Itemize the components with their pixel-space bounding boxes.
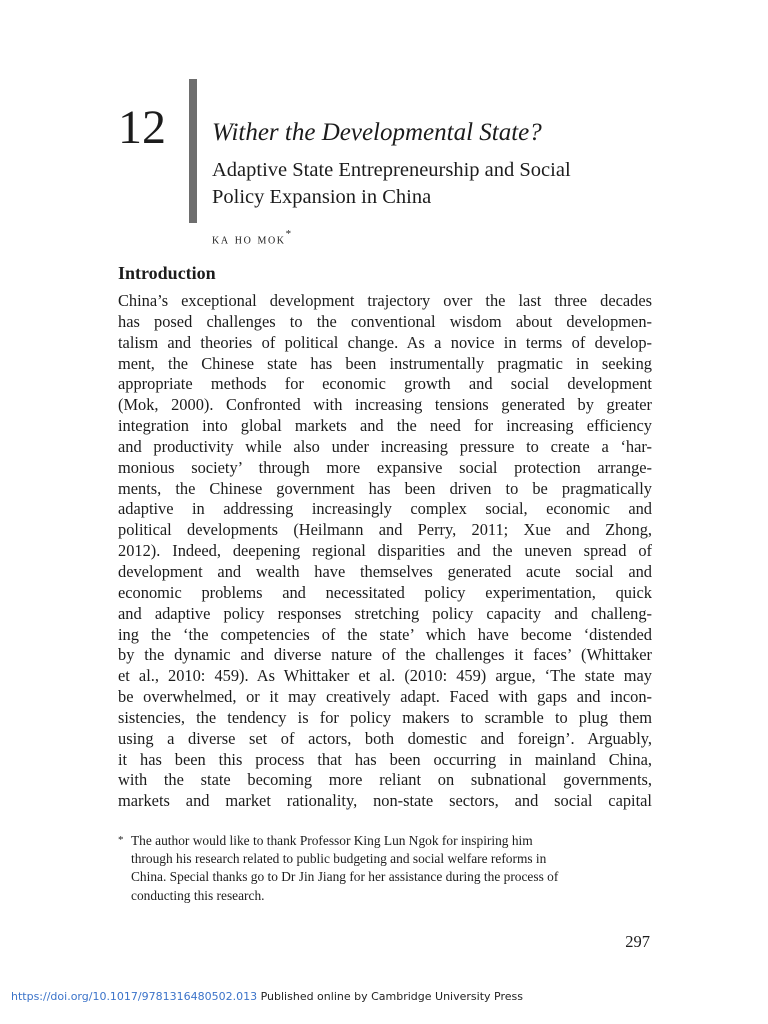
author-name: ka ho mok: [212, 232, 286, 248]
body-line: economic problems and necessitated policy experimentation, quick: [118, 582, 652, 602]
chapter-number: 12: [118, 101, 166, 154]
body-line: 2012). Indeed, deepening regional disparities and the uneven spread of: [118, 541, 652, 561]
body-line: adaptive in addressing increasingly complex social, economic and: [118, 499, 652, 519]
footnote: [118, 832, 658, 905]
body-line: it has been this process that has been occurring in mainland China,: [118, 749, 652, 769]
body-line: talism and theories of political change. As a novice in terms of develop-: [118, 332, 652, 352]
body-line: monious society’ through more expansive social protection arrange-: [118, 457, 652, 477]
footnote-line: China. Special thanks go to Dr Jin Jiang for her assistance during the process of: [131, 869, 559, 885]
footnote-line: conducting this research.: [131, 887, 265, 903]
footnote-marker: *: [118, 834, 124, 846]
chapter-divider-bar: [189, 79, 197, 223]
body-line: ment, the Chinese state has been instrumentally pragmatic in seeking: [118, 353, 652, 373]
body-line: with the state becoming more reliant on subnational governments,: [118, 770, 652, 790]
body-line: and adaptive policy responses stretching policy capacity and challeng-: [118, 603, 652, 623]
chapter-subtitle: [212, 157, 662, 211]
body-line: political developments (Heilmann and Perry, 2011; Xue and Zhong,: [118, 520, 652, 540]
body-line: by the dynamic and diverse nature of the challenges it faces’ (Whittaker: [118, 645, 652, 665]
page-footer: [11, 990, 523, 1004]
body-line: ing the ‘the competencies of the state’ which have become ‘distended: [118, 624, 652, 644]
body-line: sistencies, the tendency is for policy makers to scramble to plug them: [118, 707, 652, 727]
section-heading-introduction: Introduction: [118, 263, 216, 283]
body-line: development and wealth have themselves generated acute social and: [118, 561, 652, 581]
footnote-line: through his research related to public budgeting and social welfare reforms in: [131, 851, 547, 867]
body-line: using a diverse set of actors, both domestic and foreign’. Arguably,: [118, 728, 652, 748]
published-notice: Published online by Cambridge University Press: [257, 990, 523, 1003]
author-footnote-marker[interactable]: *: [285, 228, 292, 240]
chapter-subtitle-line: Adaptive State Entrepreneurship and Social: [212, 159, 571, 181]
chapter-author: [212, 226, 291, 250]
body-line: be overwhelmed, or it may creatively adapt. Faced with gaps and incon-: [118, 687, 652, 707]
body-line: China’s exceptional development trajectory over the last three decades: [118, 291, 652, 310]
chapter-subtitle-line: Policy Expansion in China: [212, 186, 432, 208]
body-line: integration into global markets and the need for increasing efficiency: [118, 416, 652, 436]
body-line: et al., 2010: 459). As Whittaker et al. (2010: 459) argue, ‘The state may: [118, 666, 652, 686]
body-line: ments, the Chinese government has been driven to be pragmatically: [118, 478, 652, 498]
body-line: appropriate methods for economic growth and social development: [118, 374, 652, 394]
body-paragraph: [118, 291, 652, 812]
body-line: (Mok, 2000). Confronted with increasing tensions generated by greater: [118, 395, 652, 415]
page-number: 297: [625, 932, 650, 951]
doi-link[interactable]: https://doi.org/10.1017/9781316480502.013: [11, 990, 258, 1003]
footnote-line: The author would like to thank Professor King Lun Ngok for inspiring him: [131, 833, 533, 848]
body-line: markets and market rationality, non-state sectors, and social capital: [118, 791, 652, 811]
chapter-title: Wither the Developmental State?: [212, 119, 542, 146]
footnote-text: [131, 832, 658, 905]
body-line: and productivity while also under increasing pressure to create a ‘har-: [118, 436, 652, 456]
body-line: has posed challenges to the conventional wisdom about developmen-: [118, 311, 652, 331]
